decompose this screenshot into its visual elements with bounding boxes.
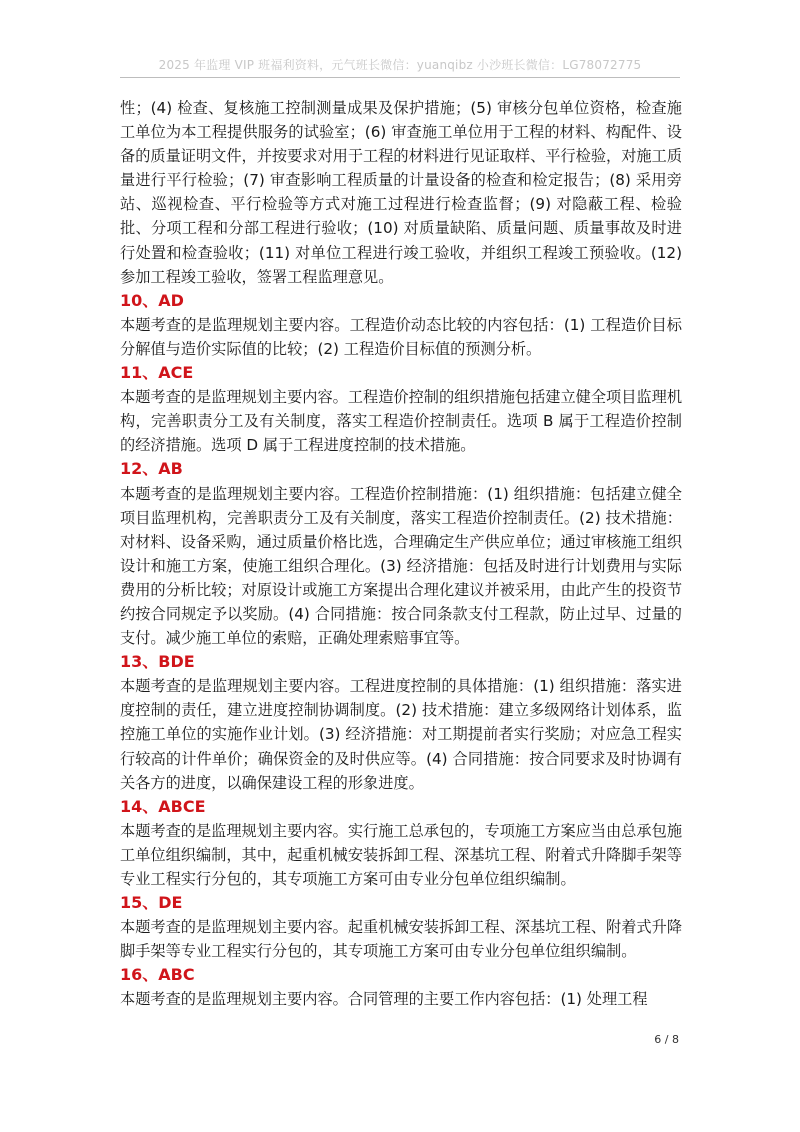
question-heading: 14、ABCE <box>120 796 206 816</box>
question-10 <box>120 289 682 361</box>
page-header-text: 2025 年监理 VIP 班福利资料，元气班长微信：yuanqibz 小沙班长微信：LG78072775 <box>158 58 642 72</box>
question-heading: 15、DE <box>120 893 183 913</box>
question-14 <box>120 795 682 891</box>
question-heading: 16、ABC <box>120 965 195 985</box>
question-explanation: 本题考查的是监理规划主要内容。起重机械安装拆卸工程、深基坑工程、附着式升降脚手架等专业工程实行分包的，其专项施工方案可由专业分包单位组织编制。 <box>120 918 682 961</box>
question-15 <box>120 891 682 963</box>
question-heading: 11、ACE <box>120 363 194 383</box>
page-content <box>120 96 682 1012</box>
question-heading: 13、BDE <box>120 652 195 672</box>
intro-paragraph: 性；(4) 检查、复核施工控制测量成果及保护措施；(5) 审核分包单位资格，检查施工单位为本工程提供服务的试验室；(6) 审查施工单位用于工程的材料、构配件、设备的质量证明文件，并按要求对用于工程的材料进行见证取样、平行检验，对施工质量进行平行检验；(7) 审查影响工程质量的计量设备的检查和检定报告；(8) 采用旁站、巡视检查、平行检验等方式对施工过程进行检查监督；(9) 对隐蔽工程、检验批、分项工程和分部工程进行验收；(10) 对质量缺陷、质量问题、质量事故及时进行处置和检查验收；(11) 对单位工程进行竣工验收，并组织工程竣工预验收。(12) 参加工程竣工验收，签署工程监理意见。 <box>120 99 682 286</box>
question-explanation: 本题考查的是监理规划主要内容。工程造价控制的组织措施包括建立健全项目监理机构，完善职责分工及有关制度，落实工程造价控制责任。选项 B 属于工程造价控制的经济措施。选项 D 属于工程进度控制的技术措施。 <box>120 388 682 455</box>
question-11 <box>120 361 682 457</box>
page-number: 6 / 8 <box>654 1033 679 1046</box>
question-explanation: 本题考查的是监理规划主要内容。工程造价动态比较的内容包括：(1) 工程造价目标分解值与造价实际值的比较；(2) 工程造价目标值的预测分析。 <box>120 315 682 358</box>
question-12 <box>120 457 682 650</box>
question-explanation: 本题考查的是监理规划主要内容。实行施工总承包的，专项施工方案应当由总承包施工单位组织编制，其中，起重机械安装拆卸工程、深基坑工程、附着式升降脚手架等专业工程实行分包的，其专项施工方案可由专业分包单位组织编制。 <box>120 821 682 888</box>
question-explanation: 本题考查的是监理规划主要内容。合同管理的主要工作内容包括：(1) 处理工程 <box>120 990 648 1009</box>
question-16 <box>120 963 682 1011</box>
header-divider <box>120 77 680 78</box>
question-explanation: 本题考查的是监理规划主要内容。工程进度控制的具体措施：(1) 组织措施：落实进度控制的责任，建立进度控制协调制度。(2) 技术措施：建立多级网络计划体系，监控施工单位的实施作业计划。(3) 经济措施：对工期提前者实行奖励；对应急工程实行较高的计件单价；确保资金的及时供应等。(4) 合同措施：按合同要求及时协调有关各方的进度，以确保建设工程的形象进度。 <box>120 677 682 792</box>
question-heading: 10、AD <box>120 290 184 310</box>
question-explanation: 本题考查的是监理规划主要内容。工程造价控制措施：(1) 组织措施：包括建立健全项目监理机构，完善职责分工及有关制度，落实工程造价控制责任。(2) 技术措施：对材料、设备采购，通过质量价格比选，合理确定生产供应单位；通过审核施工组织设计和施工方案，使施工组织合理化。(3) 经济措施：包括及时进行计划费用与实际费用的分析比较；对原设计或施工方案提出合理化建议并被采用，由此产生的投资节约按合同规定予以奖励。(4) 合同措施：按合同条款支付工程款，防止过早、过量的支付。减少施工单位的索赔，正确处理索赔事宜等。 <box>120 484 682 648</box>
question-13 <box>120 650 682 795</box>
question-heading: 12、AB <box>120 459 183 479</box>
